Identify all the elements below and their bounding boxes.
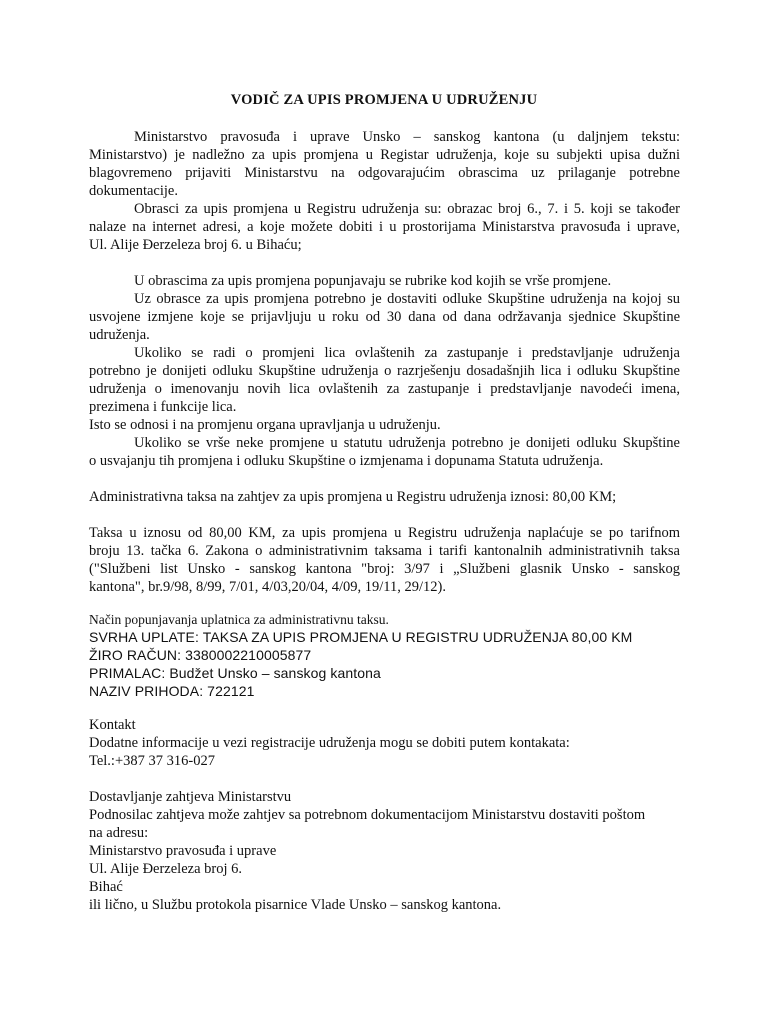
paragraph-line: udruženja o imenovanju novih lica ovlaštenih za zastupanje i predstavljanje navodeći imena, xyxy=(89,381,680,397)
payment-recipient: PRIMALAC: Budžet Unsko – sanskog kantona xyxy=(89,665,381,681)
paragraph-line: Ministarstvo) je nadležno za upis promjena u Registar udruženja, koje su subjekti upisa dužni xyxy=(89,147,680,163)
paragraph-line: Ukoliko se radi o promjeni lica ovlaštenih za zastupanje i predstavljanje udruženja xyxy=(134,345,680,361)
address-line: Ul. Alije Đerzeleza broj 6. xyxy=(89,861,242,877)
delivery-text: na adresu: xyxy=(89,825,149,841)
paragraph-line: potrebno je donijeti odluku Skupštine udruženja o razrješenju dosadašnjih lica i odluku Skupštine xyxy=(89,363,680,379)
paragraph-line: Ul. Alije Đerzeleza broj 6. u Bihaću; xyxy=(89,237,302,253)
delivery-heading: Dostavljanje zahtjeva Ministarstvu xyxy=(89,789,292,805)
contact-heading: Kontakt xyxy=(89,717,136,733)
paragraph-line: Taksa u iznosu od 80,00 KM, za upis promjena u Registru udruženja naplaćuje se po tarifnom xyxy=(89,525,680,541)
paragraph-line: kantona", br.9/98, 8/99, 7/01, 4/03,20/04, 4/09, 19/11, 29/12). xyxy=(89,579,446,595)
paragraph-line: blagovremeno prijaviti Ministarstvu na odgovarajućim obrascima uz prilaganje potrebne xyxy=(89,165,680,181)
paragraph-line: usvojene izmjene koje se prijavljuju u roku od 30 dana od dana održavanja sjednice Skupštine xyxy=(89,309,680,325)
payment-revenue-code: NAZIV PRIHODA: 722121 xyxy=(89,683,255,699)
fee-amount-line: Administrativna taksa na zahtjev za upis promjena u Registru udruženja iznosi: 80,00 KM; xyxy=(89,489,617,505)
paragraph-line: nalaze na internet adresi, a koje možete dobiti i u prostorijama Ministarstva pravosuđa i uprave, xyxy=(89,219,680,235)
contact-text: Dodatne informacije u vezi registracije udruženja mogu se dobiti putem kontakata: xyxy=(89,735,570,751)
payment-purpose: SVRHA UPLATE: TAKSA ZA UPIS PROMJENA U REGISTRU UDRUŽENJA 80,00 KM xyxy=(89,629,633,645)
paragraph-line: udruženja. xyxy=(89,327,150,343)
paragraph-line: dokumentacije. xyxy=(89,183,178,199)
paragraph-line: broju 13. tačka 6. Zakona o administrativnim taksama i tarifi kantonalnih administrativnih taksa xyxy=(89,543,680,559)
payment-intro: Način popunjavanja uplatnica za administrativnu taksu. xyxy=(89,612,389,627)
paragraph-line: prezimena i funkcije lica. xyxy=(89,399,237,415)
payment-account: ŽIRO RAČUN: 3380002210005877 xyxy=(89,647,312,663)
paragraph-line: Ministarstvo pravosuđa i uprave Unsko – sanskog kantona (u daljnjem tekstu: xyxy=(134,129,680,145)
paragraph-line: ("Službeni list Unsko - sanskog kantona "broj: 3/97 i „Službeni glasnik Unsko - sanskog xyxy=(89,561,680,577)
paragraph-line: o usvajanju tih promjena i odluku Skupštine o izmjenama i dopunama Statuta udruženja. xyxy=(89,453,604,469)
address-line: Bihać xyxy=(89,879,123,895)
paragraph-line: Uz obrasce za upis promjena potrebno je dostaviti odluke Skupštine udruženja na kojoj su xyxy=(134,291,680,307)
contact-phone: Tel.:+387 37 316-027 xyxy=(89,753,215,769)
delivery-text: Podnosilac zahtjeva može zahtjev sa potrebnom dokumentacijom Ministarstvu dostaviti poštom xyxy=(89,807,646,823)
paragraph-line: Ukoliko se vrše neke promjene u statutu udruženja potrebno je donijeti odluku Skupštine xyxy=(134,435,680,451)
paragraph-line: Obrasci za upis promjena u Registru udruženja su: obrazac broj 6., 7. i 5. koji se također xyxy=(134,201,680,217)
document-title: VODIČ ZA UPIS PROMJENA U UDRUŽENJU xyxy=(230,92,538,108)
paragraph-line: U obrascima za upis promjena popunjavaju se rubrike kod kojih se vrše promjene. xyxy=(134,273,612,289)
address-line: Ministarstvo pravosuđa i uprave xyxy=(89,843,277,859)
delivery-alternative: ili lično, u Službu protokola pisarnice Vlade Unsko – sanskog kantona. xyxy=(89,897,502,913)
paragraph-line: Isto se odnosi i na promjenu organa upravljanja u udruženju. xyxy=(89,417,441,433)
